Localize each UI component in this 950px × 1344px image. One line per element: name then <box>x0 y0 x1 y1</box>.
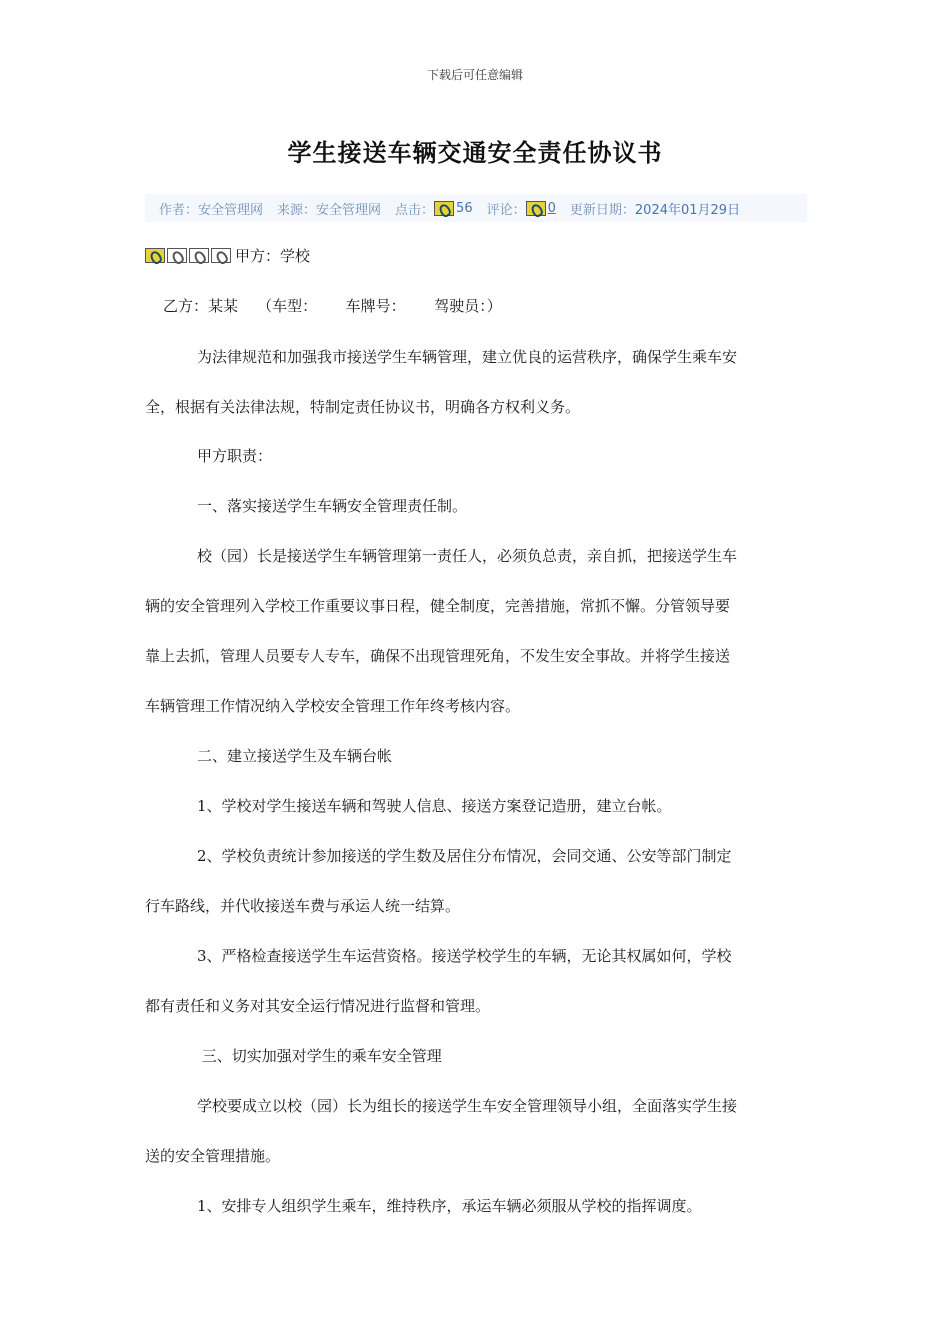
document-title: 学生接送车辆交通安全责任协议书 <box>287 139 663 167</box>
party-a-text: 甲方：学校 <box>235 247 311 265</box>
rating-icon-2 <box>167 248 187 263</box>
source-label: 来源：安全管理网 <box>277 202 382 218</box>
comments-count-link[interactable]: 0 <box>547 200 556 216</box>
clicks-icon <box>434 201 454 216</box>
article-meta-bar <box>145 194 807 222</box>
rating-icon-1 <box>145 248 165 263</box>
clicks-label: 点击： <box>395 202 435 218</box>
list-item: 1、安排专人组织学生乘车，维持秩序，承运车辆必须服从学校的指挥调度。 <box>197 1197 702 1215</box>
paragraph-line: 都有责任和义务对其安全运行情况进行监督和管理。 <box>145 997 491 1015</box>
page-header-note: 下载后可任意编辑 <box>426 68 523 82</box>
paragraph-line: 全，根据有关法律法规，特制定责任协议书，明确各方权利义务。 <box>145 398 581 416</box>
rating-icon-4 <box>211 248 231 263</box>
comments-label: 评论： <box>486 202 526 218</box>
section-heading: 一、落实接送学生车辆安全管理责任制。 <box>197 497 468 515</box>
updated-label: 更新日期： <box>569 202 635 218</box>
clicks-count: 56 <box>456 200 473 216</box>
paragraph-line: 车辆管理工作情况纳入学校安全管理工作年终考核内容。 <box>145 697 521 715</box>
paragraph-line: 行车路线，并代收接送车费与承运人统一结算。 <box>145 897 461 915</box>
paragraph-line: 为法律规范和加强我市接送学生车辆管理，建立优良的运营秩序，确保学生乘车安 <box>197 348 738 366</box>
paragraph-line: 甲方职责： <box>197 447 273 465</box>
party-b-text: 乙方：某某 （车型： 车牌号： 驾驶员：） <box>163 297 502 315</box>
updated-date: 2024年01月29日 <box>634 202 741 218</box>
author-label: 作者：安全管理网 <box>159 202 264 218</box>
comments-icon[interactable] <box>526 201 546 216</box>
party-a-line <box>145 245 310 266</box>
paragraph-line: 校（园）长是接送学生车辆管理第一责任人，必须负总责，亲自抓，把接送学生车 <box>197 547 738 565</box>
paragraph-line: 靠上去抓，管理人员要专人专车，确保不出现管理死角，不发生安全事故。并将学生接送 <box>145 647 731 665</box>
rating-icons <box>145 248 233 263</box>
rating-icon-3 <box>189 248 209 263</box>
list-item: 3、严格检查接送学生车运营资格。接送学校学生的车辆，无论其权属如何，学校 <box>197 947 732 965</box>
paragraph-line: 辆的安全管理列入学校工作重要议事日程，健全制度，完善措施，常抓不懈。分管领导要 <box>145 597 731 615</box>
paragraph-line: 送的安全管理措施。 <box>145 1147 281 1165</box>
list-item: 2、学校负责统计参加接送的学生数及居住分布情况，会同交通、公安等部门制定 <box>197 847 732 865</box>
section-heading: 三、切实加强对学生的乘车安全管理 <box>197 1047 442 1065</box>
section-heading: 二、建立接送学生及车辆台帐 <box>197 747 393 765</box>
paragraph-line: 学校要成立以校（园）长为组长的接送学生车安全管理领导小组，全面落实学生接 <box>197 1097 738 1115</box>
list-item: 1、学校对学生接送车辆和驾驶人信息、接送方案登记造册，建立台帐。 <box>197 797 672 815</box>
